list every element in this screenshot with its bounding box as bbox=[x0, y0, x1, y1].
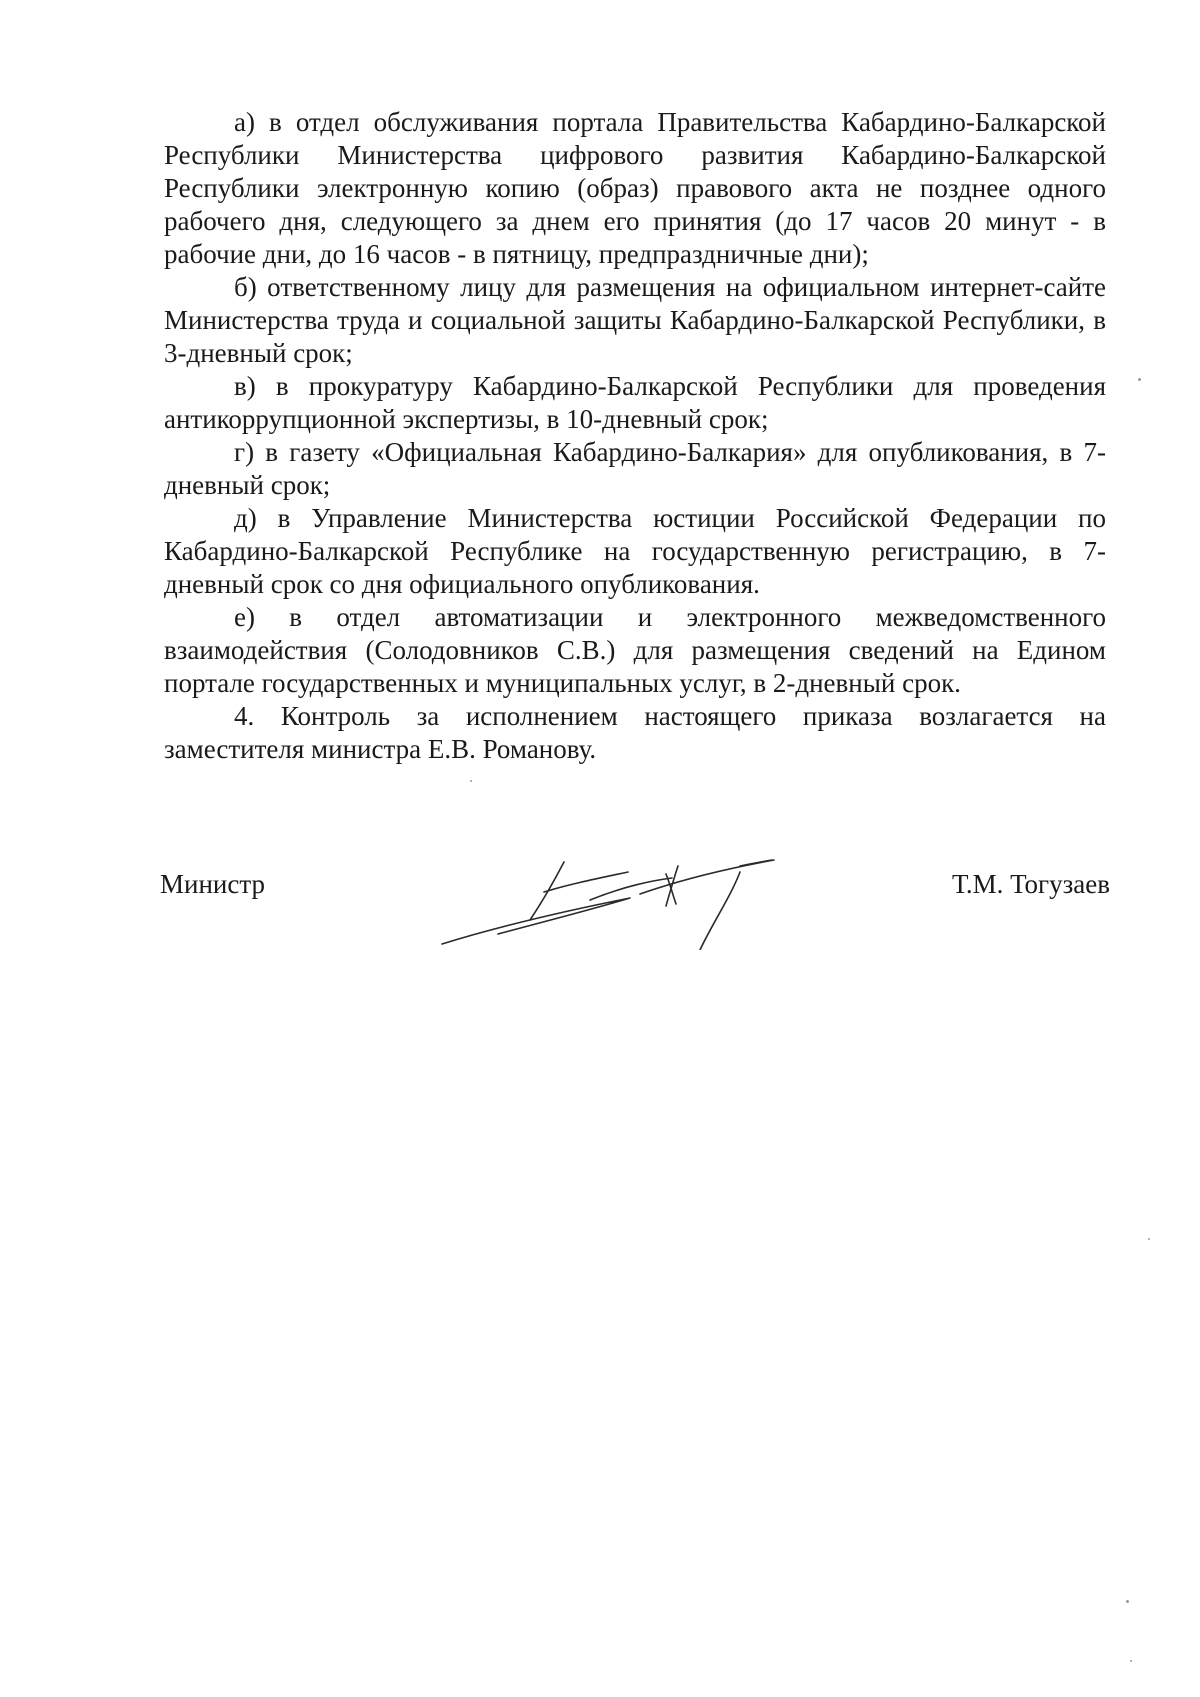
paragraph-item-b: б) ответственному лицу для размещения на официальном интернет-сайте Министерства труда и социальной защиты Кабардино-Балкарской Республики, в 3-дневный срок; bbox=[164, 272, 1106, 368]
paragraph-item-d: д) в Управление Министерства юстиции Российской Федерации по Кабардино-Балкарской Республике на государственную регистрацию, в 7-дневный срок со дня официального опубликования. bbox=[164, 503, 1106, 599]
scan-speck bbox=[1148, 1238, 1150, 1240]
scan-speck bbox=[1130, 1660, 1132, 1662]
paragraph-item-e: е) в отдел автоматизации и электронного межведомственного взаимодействия (Солодовников С.В.) для размещения сведений на Едином портале государственных и муниципальных услуг, в 2-дневный срок. bbox=[164, 602, 1106, 698]
document-body bbox=[164, 106, 1106, 766]
scan-speck bbox=[1138, 378, 1141, 381]
scan-speck bbox=[1126, 1600, 1129, 1603]
handwritten-signature bbox=[440, 850, 840, 950]
paragraph-item-v: в) в прокуратуру Кабардино-Балкарской Республики для проведения антикоррупционной экспертизы, в 10-дневный срок; bbox=[164, 371, 1106, 434]
signer-position: Министр bbox=[160, 869, 265, 899]
scan-speck bbox=[470, 780, 472, 782]
signer-name: Т.М. Тогузаев bbox=[952, 869, 1110, 899]
paragraph-control-clause: 4. Контроль за исполнением настоящего приказа возлагается на заместителя министра Е.В. Романову. bbox=[164, 701, 1106, 764]
paragraph-item-a: а) в отдел обслуживания портала Правительства Кабардино-Балкарской Республики Министерства цифрового развития Кабардино-Балкарской Республики электронную копию (образ) правового акта не позднее одного рабочего дня, следующего за днем его принятия (до 17 часов 20 минут - в рабочие дни, до 16 часов - в пятницу, предпраздничные дни); bbox=[164, 107, 1106, 269]
paragraph-item-g: г) в газету «Официальная Кабардино-Балкария» для опубликования, в 7-дневный срок; bbox=[164, 437, 1106, 500]
